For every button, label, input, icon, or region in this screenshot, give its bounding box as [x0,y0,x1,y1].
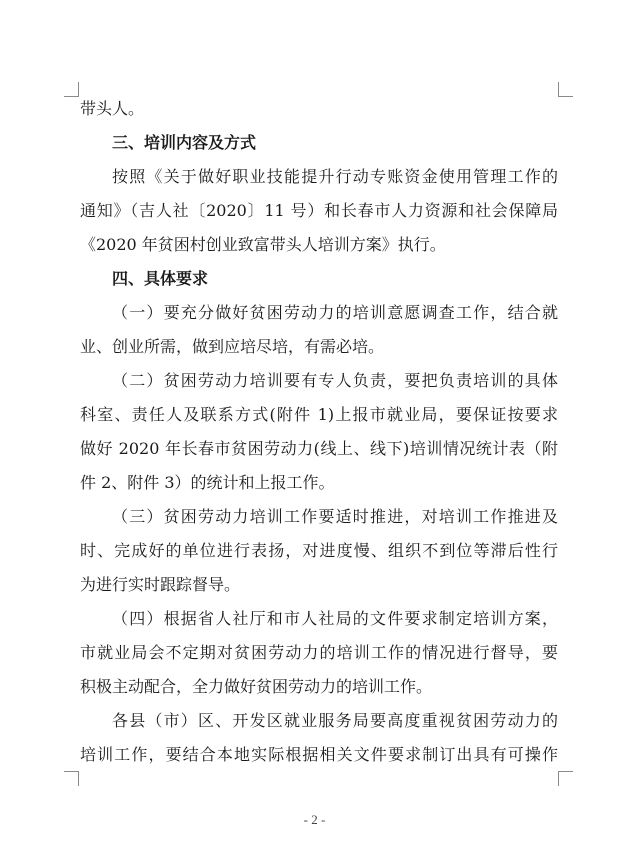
crop-mark-bottom-left [64,771,79,786]
crop-mark-top-right [558,82,573,97]
text-line: 《2020 年贫困村创业致富带头人培训方案》执行。 [80,235,446,254]
section-heading: 三、培训内容及方式 [112,133,257,152]
text-line: 按照《关于做好职业技能提升行动专账资金使用管理工作的 [112,167,558,186]
text-line: 做好 2020 年长春市贫困劳动力(线上、线下)培训情况统计表（附 [80,439,558,458]
text-line: （一）要充分做好贫困劳动力的培训意愿调查工作，结合就 [112,303,558,322]
text-line: （二）贫困劳动力培训要有专人负责，要把负责培训的具体 [112,371,558,390]
page-number: - 2 - [303,812,326,827]
text-line: 时、完成好的单位进行表扬，对进度慢、组织不到位等滞后性行 [80,541,558,560]
text-line: 带头人。 [80,99,145,118]
section-heading: 四、具体要求 [112,269,209,288]
text-line: 科室、责任人及联系方式(附件 1)上报市就业局，要保证按要求 [80,405,558,424]
crop-mark-bottom-right [558,771,573,786]
document-body [80,92,558,772]
text-line: 积极主动配合，全力做好贫困劳动力的培训工作。 [80,677,433,696]
text-line: 市就业局会不定期对贫困劳动力的培训工作的情况进行督导，要 [80,643,558,662]
text-line: 件 2、附件 3）的统计和上报工作。 [80,473,335,492]
text-line: 通知》（吉人社〔2020〕11 号）和长春市人力资源和社会保障局 [80,201,558,220]
text-line: 培训工作，要结合本地实际根据相关文件要求制订出具有可操作 [80,745,558,764]
text-line: 业、创业所需，做到应培尽培，有需必培。 [80,337,385,356]
text-line: 各县（市）区、开发区就业服务局要高度重视贫困劳动力的 [112,711,558,730]
crop-mark-top-left [64,82,79,97]
text-line: （三）贫困劳动力培训工作要适时推进，对培训工作推进及 [112,507,558,526]
text-line: 为进行实时跟踪督导。 [80,575,241,594]
text-line: （四）根据省人社厅和市人社局的文件要求制定培训方案， [112,609,558,628]
